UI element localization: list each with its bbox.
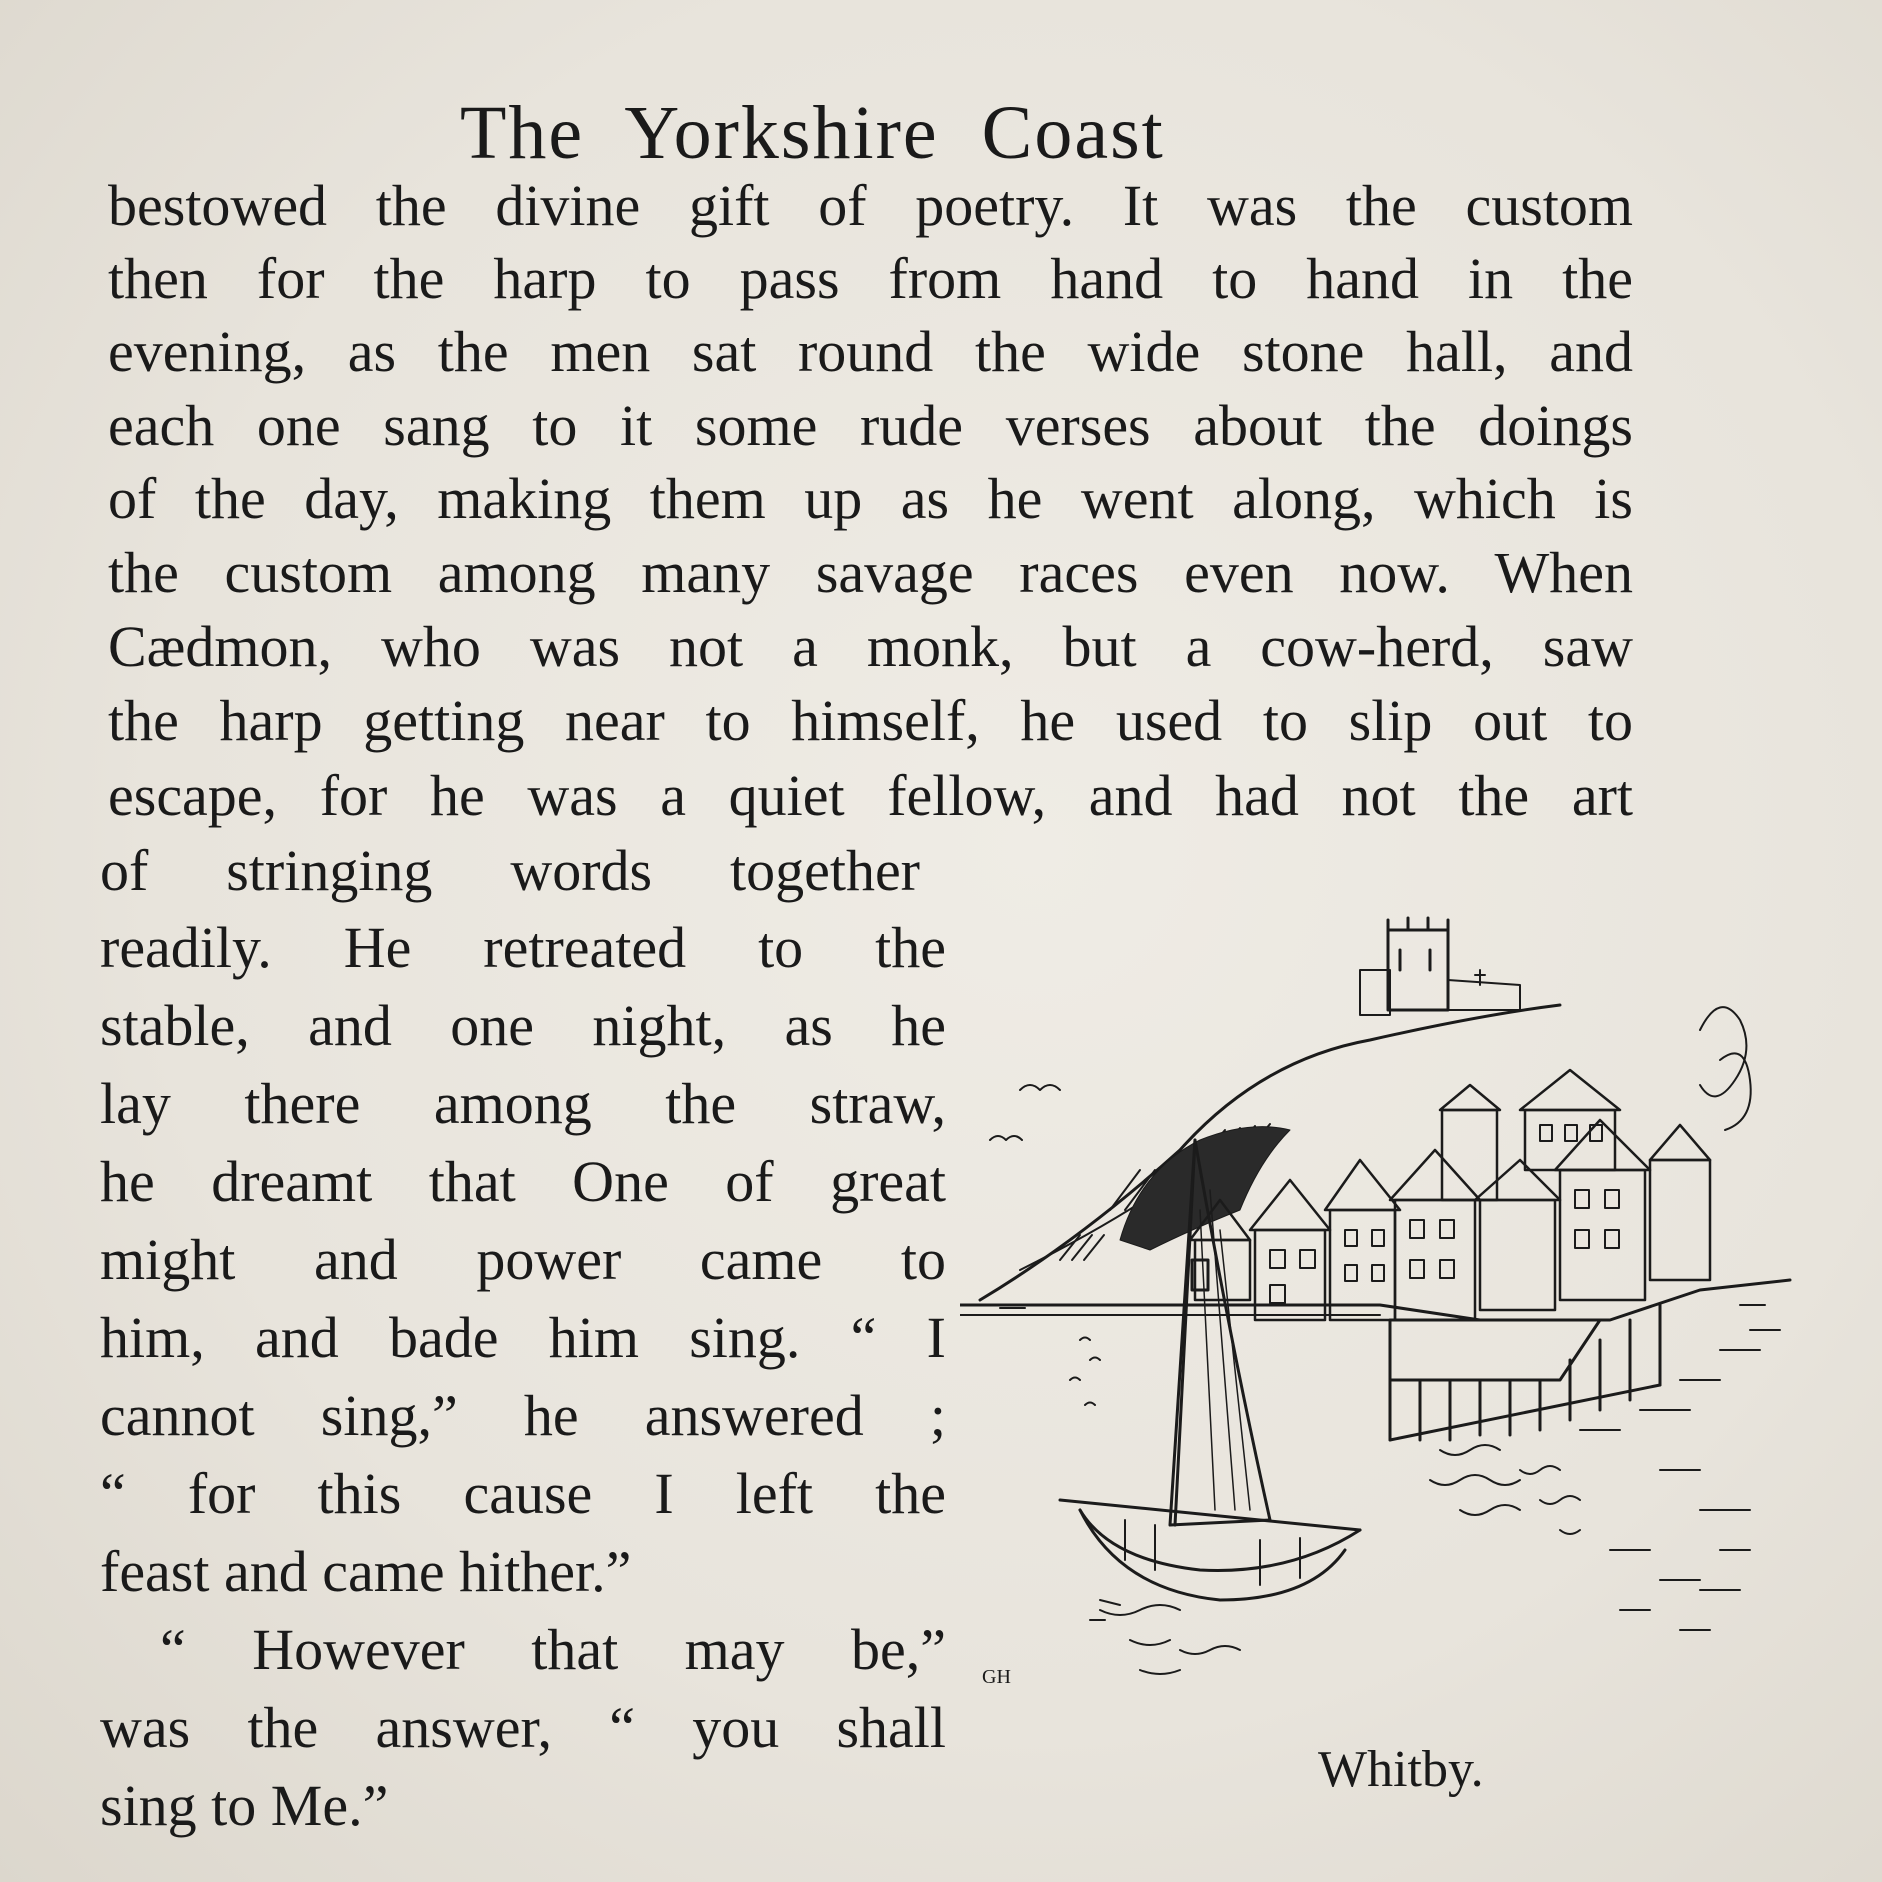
text-line: escape, for he was a quiet fellow, and had not the art bbox=[108, 763, 1633, 828]
artist-signature: GH bbox=[982, 1666, 1011, 1688]
illustration-caption: Whitby. bbox=[1318, 1741, 1484, 1798]
text-line: Cædmon, who was not a monk, but a cow-herd, saw bbox=[108, 614, 1633, 679]
text-line: stable, and one night, as he bbox=[100, 993, 946, 1058]
text-line: feast and came hither.” bbox=[100, 1539, 632, 1604]
text-line: of stringing words together bbox=[100, 838, 920, 903]
text-line: was the answer, “ you shall bbox=[100, 1695, 946, 1760]
text-line: the harp getting near to himself, he used to slip out to bbox=[108, 688, 1633, 753]
text-line: cannot sing,” he answered ; bbox=[100, 1383, 946, 1448]
text-line: might and power came to bbox=[100, 1227, 946, 1292]
text-line: each one sang to it some rude verses about the doings bbox=[108, 393, 1633, 458]
text-line: “ However that may be,” bbox=[160, 1617, 946, 1682]
whitby-harbour-illustration bbox=[960, 910, 1810, 1750]
running-head: The Yorkshire Coast bbox=[460, 91, 1165, 175]
text-line: lay there among the straw, bbox=[100, 1071, 946, 1136]
text-line: he dreamt that One of great bbox=[100, 1149, 946, 1214]
text-line: evening, as the men sat round the wide stone hall, and bbox=[108, 319, 1633, 384]
text-line: of the day, making them up as he went along, which is bbox=[108, 466, 1633, 531]
text-line: him, and bade him sing. “ I bbox=[100, 1305, 946, 1370]
text-line: readily. He retreated to the bbox=[100, 915, 946, 980]
text-line: the custom among many savage races even now. When bbox=[108, 540, 1633, 605]
text-line: sing to Me.” bbox=[100, 1773, 389, 1838]
text-line: then for the harp to pass from hand to hand in the bbox=[108, 246, 1633, 311]
text-line: “ for this cause I left the bbox=[100, 1461, 946, 1526]
text-line: bestowed the divine gift of poetry. It was the custom bbox=[108, 173, 1633, 238]
